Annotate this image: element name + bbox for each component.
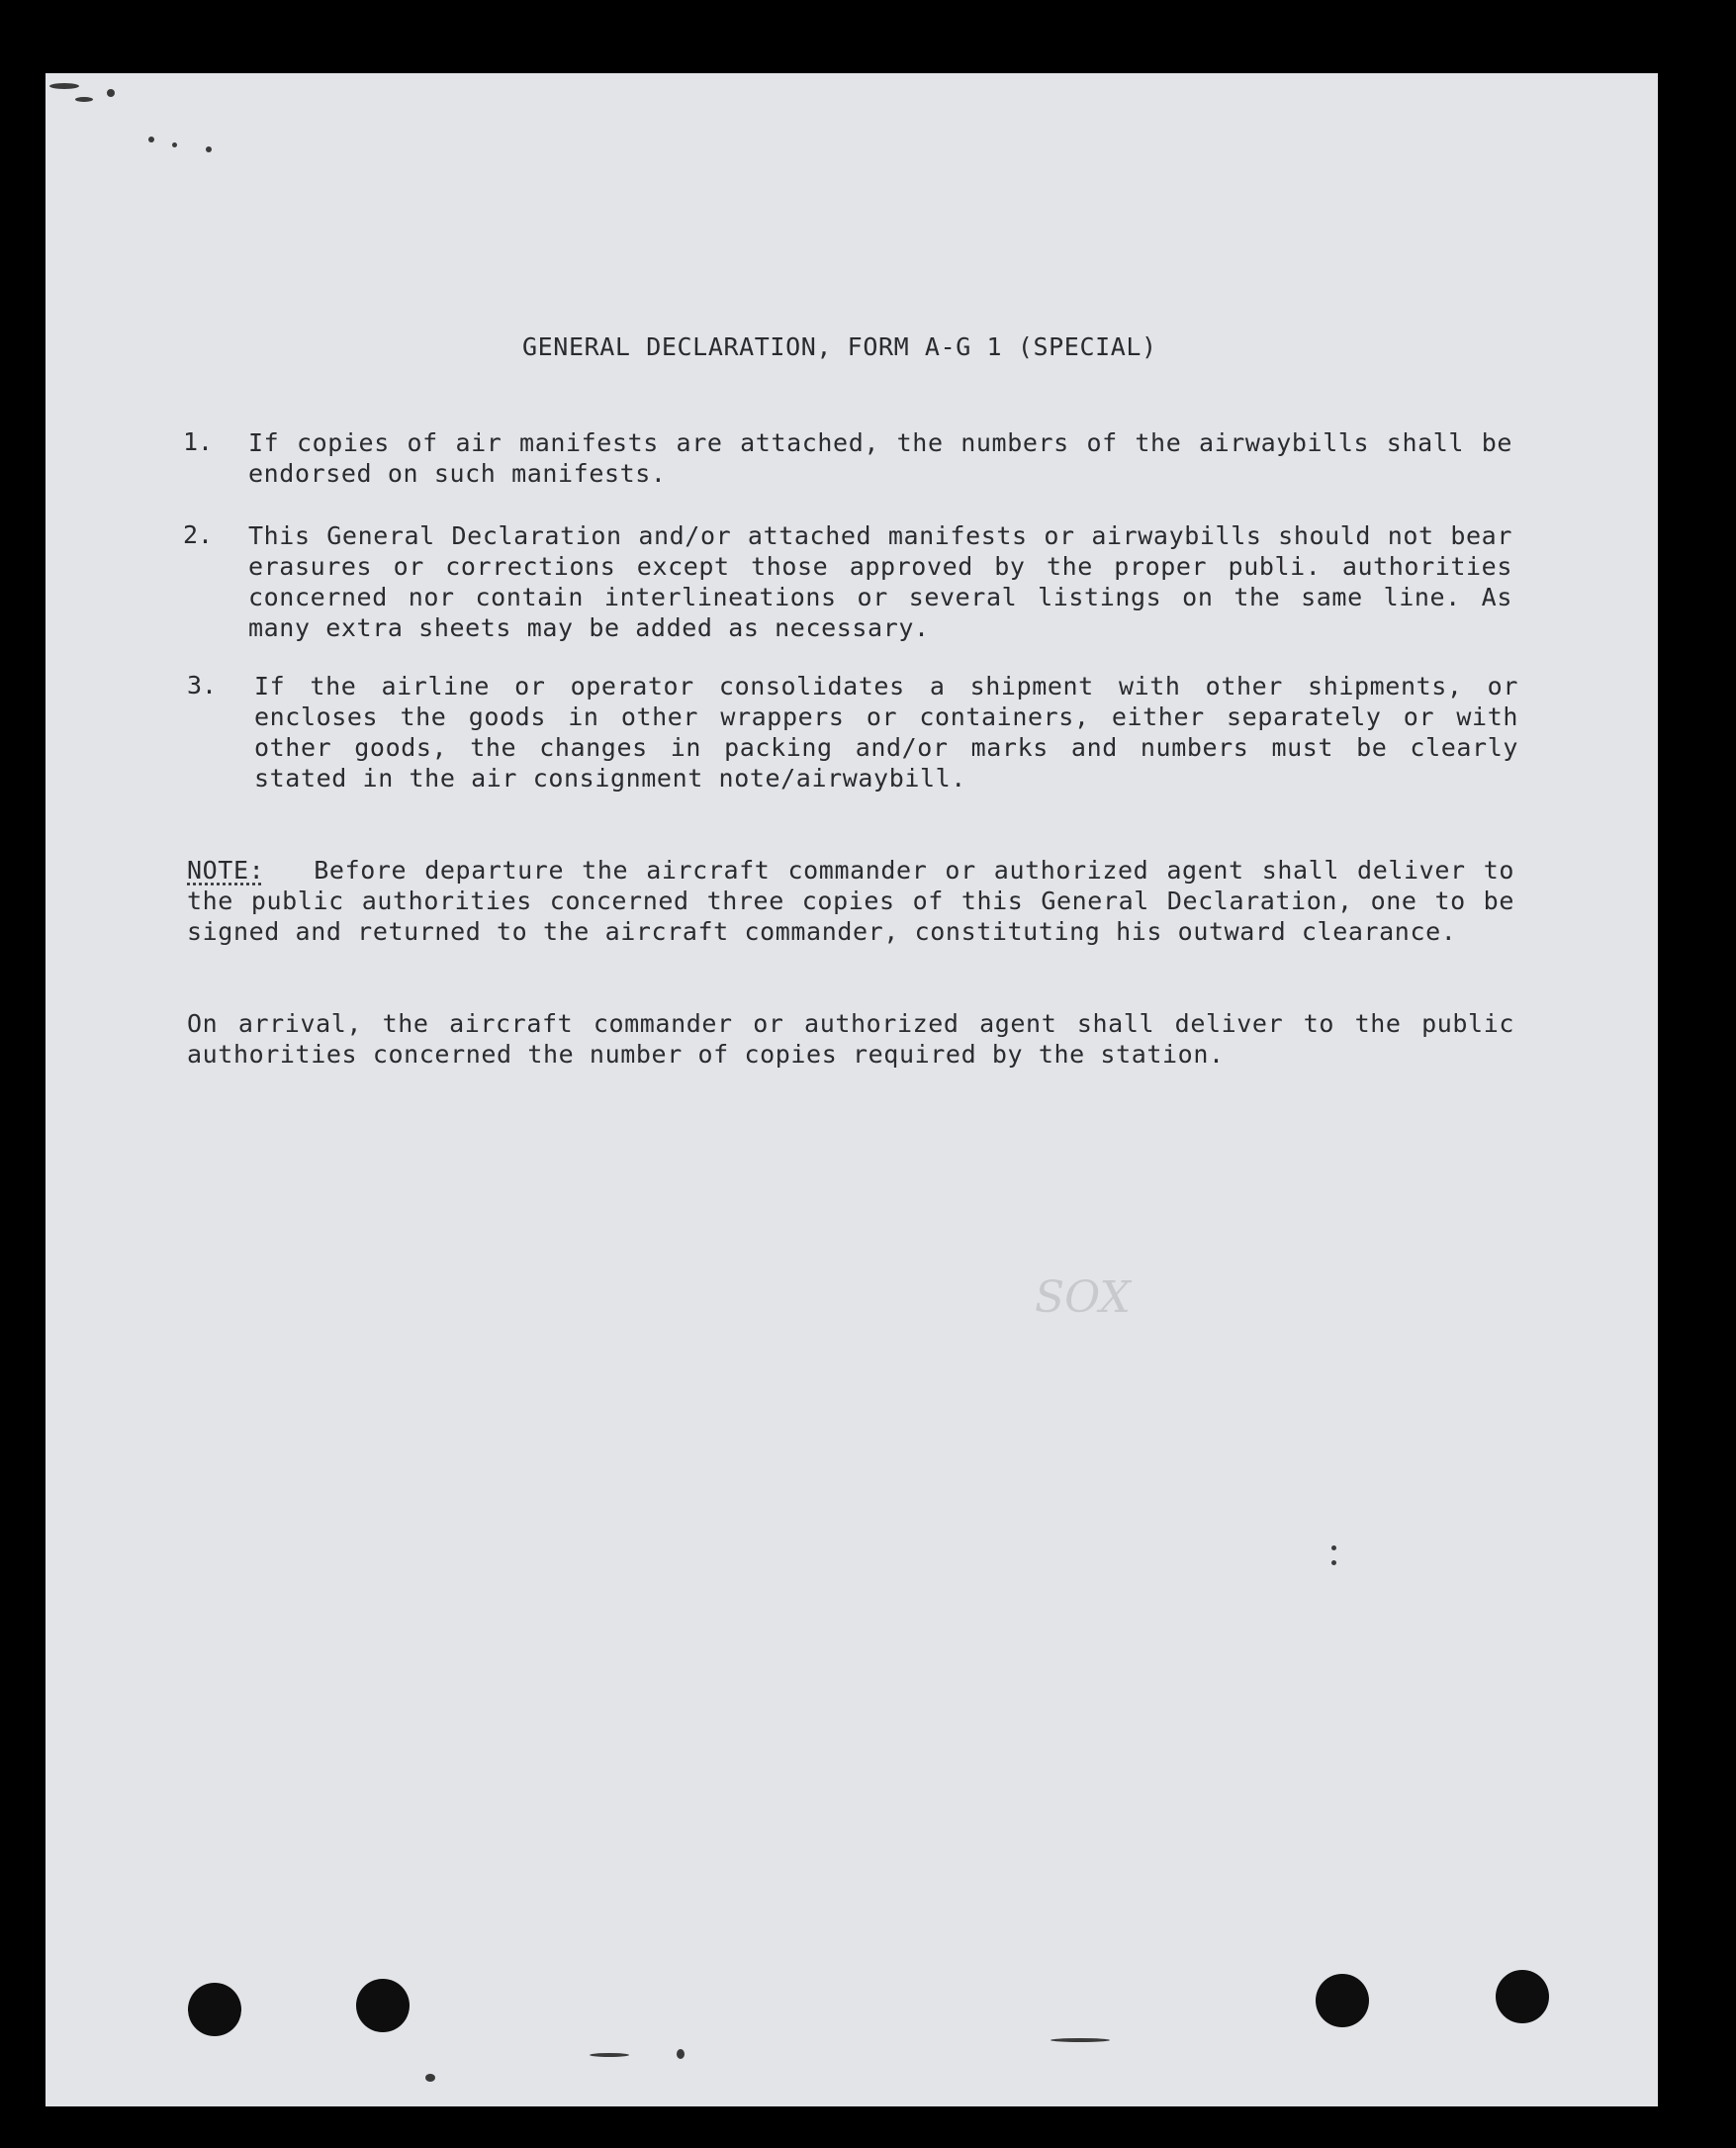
item-text-1: If copies of air manifests are attached, the numbers of the airwaybills shall be endorsed on such manifests.	[248, 428, 1512, 488]
note-paragraph	[187, 855, 1514, 947]
punch-hole-4	[1496, 1970, 1549, 2023]
punch-hole-3	[1316, 1974, 1369, 2027]
item-number-1: 1.	[183, 427, 214, 456]
document-title: GENERAL DECLARATION, FORM A-G 1 (SPECIAL)	[522, 332, 1157, 361]
speck	[590, 2053, 629, 2057]
item-text-2: This General Declaration and/or attached manifests or airwaybills should not bear erasures or corrections except those approved by the proper publi. authorities concerned nor contain interlineations or several listings on the same line. As many extra sheets may be added as necessary.	[248, 521, 1512, 642]
speck	[677, 2049, 685, 2059]
speck	[1331, 1560, 1336, 1565]
speck	[1051, 2038, 1110, 2042]
item-number-3: 3.	[187, 671, 218, 700]
item-number-2: 2.	[183, 520, 214, 549]
bleed-through-mark: SOX	[1035, 1272, 1131, 1323]
speck	[206, 146, 212, 152]
speck	[107, 89, 115, 97]
note-text: Before departure the aircraft commander or authorized agent shall deliver to the public authorities concerned three copies of this General Declaration, one to be signed and returned to the aircraft commander, constituting his outward clearance.	[187, 856, 1514, 946]
arrival-paragraph: On arrival, the aircraft commander or authorized agent shall deliver to the public authorities concerned the number of copies required by the station.	[187, 1009, 1514, 1069]
punch-hole-1	[188, 1983, 241, 2036]
item-text-3: If the airline or operator consolidates a shipment with other shipments, or encloses the goods in other wrappers or containers, either separately or with other goods, the changes in packing and/or marks and numbers must be clearly stated in the air consignment note/airwaybill.	[254, 672, 1518, 793]
speck	[49, 83, 79, 89]
speck	[75, 97, 93, 102]
note-label: NOTE:	[187, 856, 265, 885]
speck	[425, 2074, 435, 2082]
speck	[172, 142, 177, 147]
speck	[1331, 1545, 1336, 1550]
speck	[148, 137, 154, 142]
paper-sheet	[46, 73, 1658, 2106]
punch-hole-2	[356, 1979, 410, 2032]
